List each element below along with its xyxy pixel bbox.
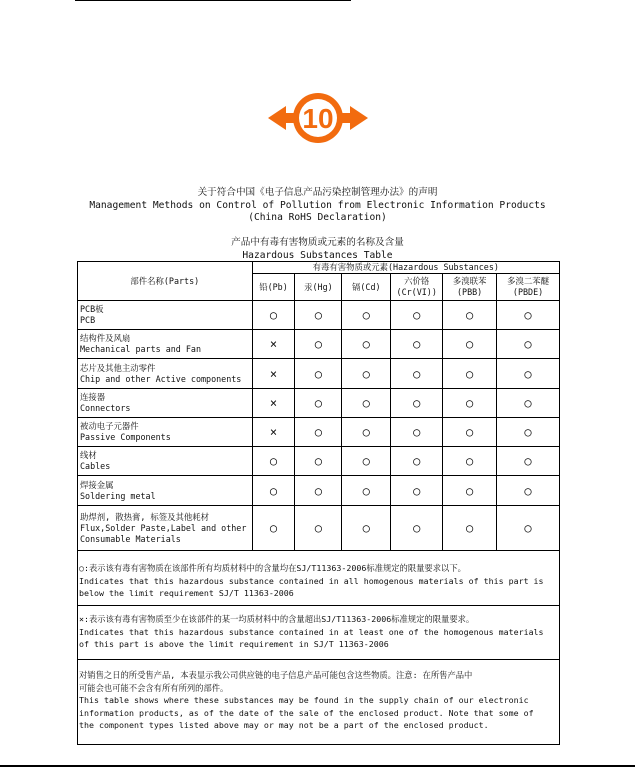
part-name-cell (78, 359, 253, 389)
part-name-cell (78, 418, 253, 447)
cross-note-en-2: of this part is above the limit requirement in SJ/T 11363-2006 (79, 639, 389, 649)
part-name-cn: 结构件及风扇 (80, 333, 131, 343)
compliance-mark: ○ (252, 476, 295, 506)
substance-column-header (391, 274, 443, 301)
compliance-mark: × (252, 418, 295, 447)
substance-name: 镉(Cd) (352, 281, 381, 292)
compliance-mark: ○ (295, 506, 342, 551)
top-rule (75, 0, 351, 1)
part-name-en: Passive Components (80, 432, 171, 442)
substance-symbol: (Cr(VI)) (396, 287, 437, 297)
sale-note-en-2: information products, as of the date of the sale of the enclosed product. Note that some of (79, 707, 534, 718)
part-name-cn: 焊接金属 (80, 479, 114, 490)
substance-name: 汞(Hg) (304, 281, 333, 292)
compliance-mark: ○ (497, 476, 560, 506)
compliance-mark: × (252, 359, 295, 389)
compliance-mark: ○ (295, 389, 342, 418)
table-row (78, 447, 560, 476)
table-row (78, 418, 560, 447)
part-name-cn: 被动电子元器件 (80, 421, 139, 431)
part-name-en: PCB (80, 315, 96, 325)
declaration-title-cn: 关于符合中国《电子信息产品污染控制管理办法》的声明 (197, 187, 438, 198)
substance-column-header (497, 274, 560, 301)
compliance-mark: ○ (252, 447, 295, 476)
part-name-en: Flux,Solder Paste,Label and other (80, 522, 247, 533)
part-name-cn: PCB板 (80, 304, 104, 314)
cross-note-en-1: Indicates that this hazardous substance contained in at least one of the homogenous materials (79, 626, 544, 637)
compliance-mark: ○ (252, 301, 295, 330)
compliance-mark: ○ (391, 301, 443, 330)
declaration-subtitle: (China RoHS Declaration) (248, 212, 387, 223)
substance-name: 多溴联苯 (452, 276, 487, 286)
table-row (78, 389, 560, 418)
substance-name: 铅(Pb) (259, 281, 288, 292)
compliance-mark: ○ (342, 301, 391, 330)
logo-number: 10 (302, 103, 334, 134)
compliance-mark: ○ (391, 330, 443, 359)
table-title-en: Hazardous Substances Table (242, 250, 393, 261)
compliance-mark: ○ (295, 301, 342, 330)
part-name-cell (78, 389, 253, 418)
compliance-mark: ○ (342, 447, 391, 476)
parts-header: 部件名称(Parts) (78, 262, 253, 301)
part-name-cell (78, 447, 253, 476)
circle-note (79, 562, 561, 600)
compliance-mark: ○ (252, 506, 295, 551)
compliance-mark: ○ (497, 359, 560, 389)
part-name-cn: 助焊剂, 散热膏, 标签及其他耗材 (80, 511, 210, 522)
substance-symbol: (PBDE) (512, 287, 544, 297)
compliance-mark: ○ (391, 418, 443, 447)
compliance-mark: ○ (342, 330, 391, 359)
compliance-mark: ○ (391, 389, 443, 418)
compliance-mark: ○ (295, 418, 342, 447)
compliance-mark: ○ (443, 506, 497, 551)
compliance-mark: ○ (443, 418, 497, 447)
compliance-mark: ○ (443, 447, 497, 476)
sale-note-en-3: the component types listed above may or may not be a part of the enclosed product. (79, 720, 489, 730)
compliance-mark: ○ (391, 359, 443, 389)
note-divider (77, 659, 560, 660)
compliance-mark: ○ (342, 359, 391, 389)
substance-column-header (342, 274, 391, 301)
part-name-cn: 连接器 (80, 392, 106, 402)
compliance-mark: ○ (391, 476, 443, 506)
cross-note-cn: ×:表示该有毒有害物质至少在该部件的某一均质材料中的含量超出SJ/T11363-2006标准规定的限量要求。 (79, 614, 475, 624)
part-name-en: Chip and other Active components (80, 373, 242, 384)
table-row (78, 506, 560, 551)
substance-name: 六价铬 (404, 276, 430, 286)
substance-symbol: (PBB) (457, 287, 483, 297)
compliance-mark: ○ (342, 389, 391, 418)
compliance-mark: ○ (295, 447, 342, 476)
hazardous-substances-table (77, 261, 560, 551)
compliance-mark: ○ (497, 447, 560, 476)
circle-note-en-1: Indicates that this hazardous substance contained in all homogenous materials of this part is (79, 575, 544, 586)
table-row (78, 359, 560, 389)
part-name-en: Consumable Materials (80, 533, 181, 544)
compliance-mark: ○ (391, 447, 443, 476)
table-row (78, 330, 560, 359)
sale-note-cn-1: 对销售之日的所受售产品, 本表显示我公司供应链的电子信息产品可能包含这些物质。注意: 在所售产品中 (79, 670, 473, 680)
part-name-cn: 线材 (80, 450, 97, 460)
compliance-mark: ○ (342, 418, 391, 447)
part-name-cell (78, 301, 253, 330)
note-divider (77, 605, 560, 606)
compliance-mark: ○ (497, 506, 560, 551)
substance-column-header (295, 274, 342, 301)
substance-name: 多溴二苯醚 (507, 276, 549, 286)
part-name-en: Soldering metal (80, 490, 156, 501)
compliance-mark: ○ (497, 301, 560, 330)
compliance-mark: ○ (443, 476, 497, 506)
part-name-cell (78, 330, 253, 359)
part-name-cn: 芯片及其他主动零件 (80, 362, 156, 373)
compliance-mark: ○ (391, 506, 443, 551)
part-name-en: Connectors (80, 403, 131, 413)
compliance-mark: × (252, 389, 295, 418)
substance-column-header (252, 274, 295, 301)
compliance-mark: ○ (295, 330, 342, 359)
compliance-mark: × (252, 330, 295, 359)
declaration-title-en: Management Methods on Control of Pollution from Electronic Information Products (89, 200, 546, 211)
cross-note (79, 613, 561, 651)
compliance-mark: ○ (295, 476, 342, 506)
compliance-mark: ○ (342, 506, 391, 551)
substances-group-header: 有毒有害物质或元素(Hazardous Substances) (252, 262, 559, 274)
circle-note-cn: ○:表示该有毒有害物质在该部件所有均质材料中的含量均在SJ/T11363-2006标准规定的限量要求以下。 (79, 563, 466, 573)
part-name-en: Mechanical parts and Fan (80, 344, 202, 354)
part-name-cell (78, 476, 253, 506)
compliance-mark: ○ (443, 301, 497, 330)
compliance-mark: ○ (295, 359, 342, 389)
compliance-mark: ○ (497, 389, 560, 418)
bottom-rule (0, 765, 635, 767)
compliance-mark: ○ (497, 330, 560, 359)
table-title-cn: 产品中有毒有害物质或元素的名称及含量 (231, 237, 404, 248)
compliance-mark: ○ (443, 359, 497, 389)
compliance-mark: ○ (443, 389, 497, 418)
compliance-mark: ○ (497, 418, 560, 447)
table-row (78, 301, 560, 330)
part-name-cell (78, 506, 253, 551)
table-row (78, 476, 560, 506)
efup-10-logo-icon (264, 78, 372, 158)
sale-note-cn-2: 可能会也可能不会含有所有所列的部件。 (79, 682, 229, 693)
substance-column-header (443, 274, 497, 301)
part-name-en: Cables (80, 461, 111, 471)
sale-note (79, 669, 561, 732)
compliance-mark: ○ (342, 476, 391, 506)
compliance-mark: ○ (443, 330, 497, 359)
circle-note-en-2: below the limit requirement SJ/T 11363-2006 (79, 588, 294, 598)
sale-note-en-1: This table shows where these substances may be found in the supply chain of our electronic (79, 695, 529, 705)
